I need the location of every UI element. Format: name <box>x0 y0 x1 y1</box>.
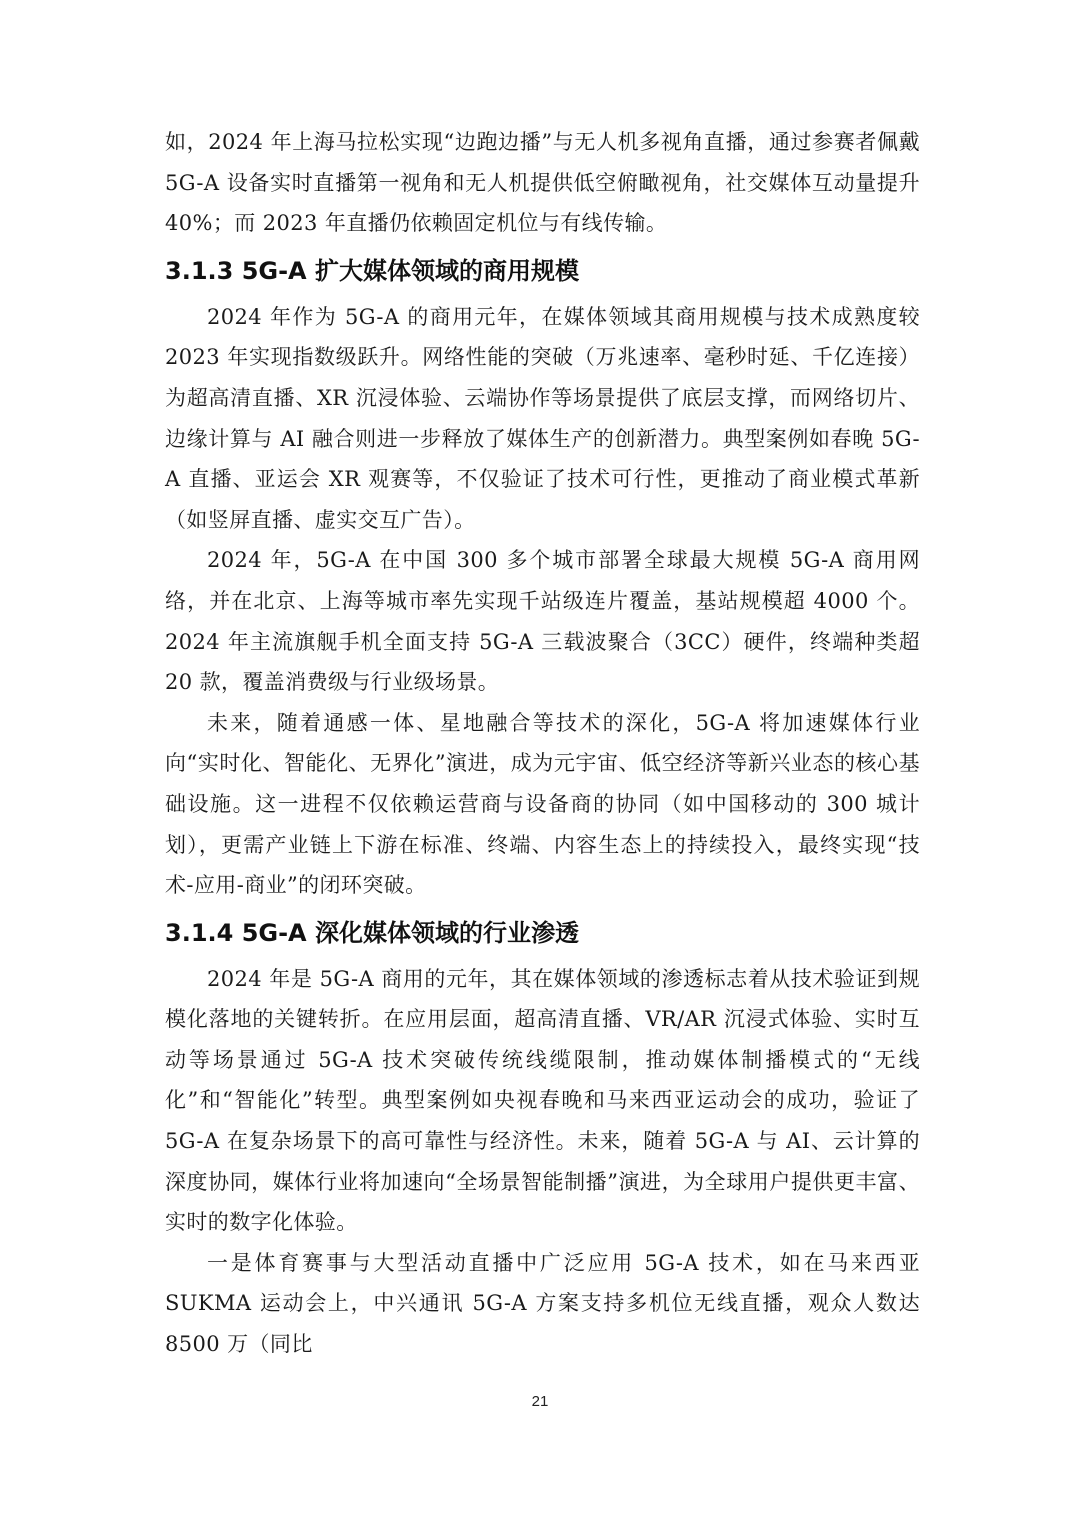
section-heading-3-1-4: 3.1.4 5G-A 深化媒体领域的行业渗透 <box>165 918 579 947</box>
paragraph-3-1-4-1: 2024 年是 5G-A 商用的元年，其在媒体领域的渗透标志着从技术验证到规模化落地的关键转折。在应用层面，超高清直播、VR/AR 沉浸式体验、实时互动等场景通过 5G-A 技术突破传统线缆限制，推动媒体制播模式的“无线化”和“智能化”转型。典型案例如央视春晚和马来西亚运动会的成功，验证了 5G-A 在复杂场景下的高可靠性与经济性。未来，随着 5G-A 与 AI、云计算的深度协同，媒体行业将加速向“全场景智能制播”演进，为全球用户提供更丰富、实时的数字化体验。 <box>165 966 920 1235</box>
paragraph-3-1-3-2: 2024 年，5G-A 在中国 300 多个城市部署全球最大规模 5G-A 商用网络，并在北京、上海等城市率先实现千站级连片覆盖，基站规模超 4000 个。2024 年主流旗舰手机全面支持 5G-A 三载波聚合（3CC）硬件，终端种类超 20 款，覆盖消费级与行业级场景。 <box>165 548 920 695</box>
paragraph-3-1-4-2: 一是体育赛事与大型活动直播中广泛应用 5G-A 技术，如在马来西亚 SUKMA 运动会上，中兴通讯 5G-A 方案支持多机位无线直播，观众人数达 8500 万（同比 <box>165 1250 920 1357</box>
intro-paragraph: 如，2024 年上海马拉松实现“边跑边播”与无人机多视角直播，通过参赛者佩戴 5G-A 设备实时直播第一视角和无人机提供低空俯瞰视角，社交媒体互动量提升 40%；而 2023 年直播仍依赖固定机位与有线传输。 <box>165 130 920 236</box>
page-number: 21 <box>531 1393 549 1410</box>
paragraph-3-1-3-1: 2024 年作为 5G-A 的商用元年，在媒体领域其商用规模与技术成熟度较 2023 年实现指数级跃升。网络性能的突破（万兆速率、毫秒时延、千亿连接）为超高清直播、XR 沉浸体验、云端协作等场景提供了底层支撑，而网络切片、边缘计算与 AI 融合则进一步释放了媒体生产的创新潜力。典型案例如春晚 5G-A 直播、亚运会 XR 观赛等，不仅验证了技术可行性，更推动了商业模式革新（如竖屏直播、虚实交互广告）。 <box>165 304 920 532</box>
section-heading-3-1-3: 3.1.3 5G-A 扩大媒体领域的商用规模 <box>165 256 579 285</box>
paragraph-3-1-3-3: 未来，随着通感一体、星地融合等技术的深化，5G-A 将加速媒体行业向“实时化、智能化、无界化”演进，成为元宇宙、低空经济等新兴业态的核心基础设施。这一进程不仅依赖运营商与设备商的协同（如中国移动的 300 城计划），更需产业链上下游在标准、终端、内容生态上的持续投入，最终实现“技术-应用-商业”的闭环突破。 <box>165 710 920 898</box>
